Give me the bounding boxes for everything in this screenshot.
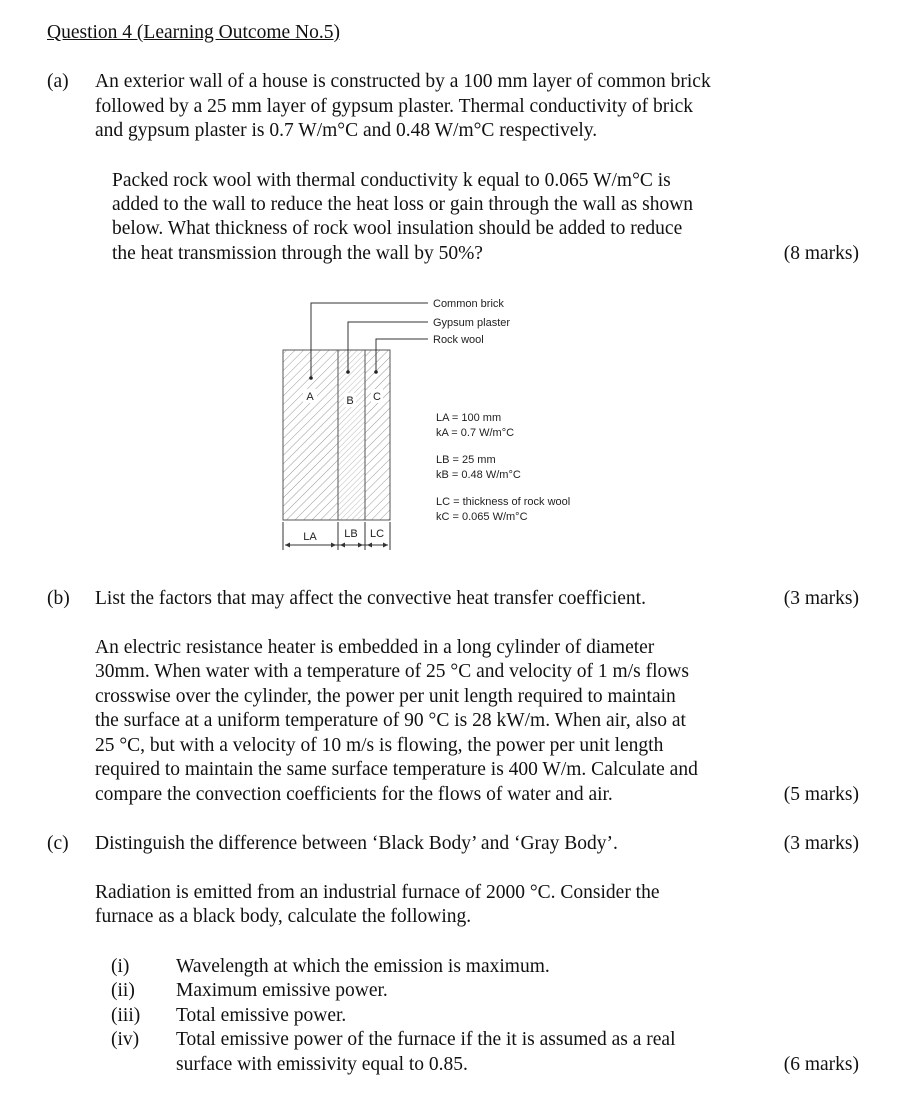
item-i-text: Wavelength at which the emission is maximum. bbox=[176, 956, 550, 977]
dim-label-lc: LC bbox=[369, 528, 385, 540]
part-b-para-line-1: An electric resistance heater is embedded in a long cylinder of diameter bbox=[95, 637, 655, 658]
part-b-para-line-7: compare the convection coefficients for the flows of water and air. bbox=[95, 784, 613, 805]
part-b-para-line-5: 25 °C, but with a velocity of 10 m/s is flowing, the power per unit length bbox=[95, 735, 664, 756]
part-a-para2-line-3: below. What thickness of rock wool insulation should be added to reduce bbox=[112, 218, 683, 239]
legend-common-brick: Common brick bbox=[433, 298, 504, 310]
legend-rock-wool: Rock wool bbox=[433, 334, 484, 346]
part-b-para-line-3: crosswise over the cylinder, the power per unit length required to maintain bbox=[95, 686, 676, 707]
layer-label-b: B bbox=[346, 395, 354, 407]
item-iii-num: (iii) bbox=[111, 1005, 141, 1026]
part-a-label: (a) bbox=[47, 71, 69, 92]
item-iii-text: Total emissive power. bbox=[176, 1005, 347, 1026]
layer-label-a: A bbox=[306, 391, 314, 403]
part-c-para-line-2: furnace as a black body, calculate the following. bbox=[95, 906, 472, 927]
prop-kc: kC = 0.065 W/m°C bbox=[436, 511, 528, 523]
layer-b-gypsum bbox=[338, 350, 365, 520]
part-c-para-line-1: Radiation is emitted from an industrial furnace of 2000 °C. Consider the bbox=[95, 882, 660, 903]
layer-label-c: C bbox=[373, 391, 381, 403]
prop-lb: LB = 25 mm bbox=[436, 454, 496, 466]
part-a-line-2: followed by a 25 mm layer of gypsum plaster. Thermal conductivity of brick bbox=[95, 96, 694, 117]
item-iv-num: (iv) bbox=[111, 1029, 140, 1050]
dim-label-lb: LB bbox=[344, 528, 358, 540]
item-ii-text: Maximum emissive power. bbox=[176, 980, 388, 1001]
item-iv-text: Total emissive power of the furnace if the it is assumed as a real bbox=[176, 1029, 676, 1050]
part-c-marks-1: (3 marks) bbox=[783, 833, 859, 854]
item-i-num: (i) bbox=[111, 956, 130, 977]
part-a-line-1: An exterior wall of a house is constructed by a 100 mm layer of common brick bbox=[95, 71, 711, 92]
dim-label-la: LA bbox=[303, 531, 317, 543]
part-a-para2-line-2: added to the wall to reduce the heat loss or gain through the wall as shown bbox=[112, 194, 694, 215]
part-c-marks-2: (6 marks) bbox=[783, 1054, 859, 1075]
wall-diagram bbox=[270, 292, 630, 557]
part-c-label: (c) bbox=[47, 833, 69, 854]
prop-la: LA = 100 mm bbox=[436, 412, 502, 424]
part-a-para2-line-4: the heat transmission through the wall by 50%? bbox=[112, 243, 483, 264]
item-iv-text-cont: surface with emissivity equal to 0.85. bbox=[176, 1054, 468, 1075]
prop-ka: kA = 0.7 W/m°C bbox=[436, 427, 515, 439]
part-b-para-line-2: 30mm. When water with a temperature of 25 °C and velocity of 1 m/s flows bbox=[95, 661, 689, 682]
part-b-para-line-4: the surface at a uniform temperature of 90 °C is 28 kW/m. When air, also at bbox=[95, 710, 686, 731]
part-c-question: Distinguish the difference between ‘Black Body’ and ‘Gray Body’. bbox=[95, 833, 618, 854]
question-heading: Question 4 (Learning Outcome No.5) bbox=[47, 22, 340, 43]
part-b-para-line-6: required to maintain the same surface temperature is 400 W/m. Calculate and bbox=[95, 759, 698, 780]
part-b-label: (b) bbox=[47, 588, 70, 609]
prop-lc: LC = thickness of rock wool bbox=[436, 496, 571, 508]
layer-c-rockwool bbox=[365, 350, 390, 520]
part-b-marks-1: (3 marks) bbox=[783, 588, 859, 609]
part-a-line-3: and gypsum plaster is 0.7 W/m°C and 0.48 W/m°C respectively. bbox=[95, 120, 598, 141]
legend-gypsum-plaster: Gypsum plaster bbox=[433, 317, 511, 329]
part-a-para2-line-1: Packed rock wool with thermal conductivity k equal to 0.065 W/m°C is bbox=[112, 170, 671, 191]
part-b-marks-2: (5 marks) bbox=[783, 784, 859, 805]
prop-kb: kB = 0.48 W/m°C bbox=[436, 469, 521, 481]
part-b-question: List the factors that may affect the convective heat transfer coefficient. bbox=[95, 588, 646, 609]
item-ii-num: (ii) bbox=[111, 980, 135, 1001]
part-a-marks: (8 marks) bbox=[783, 243, 859, 264]
